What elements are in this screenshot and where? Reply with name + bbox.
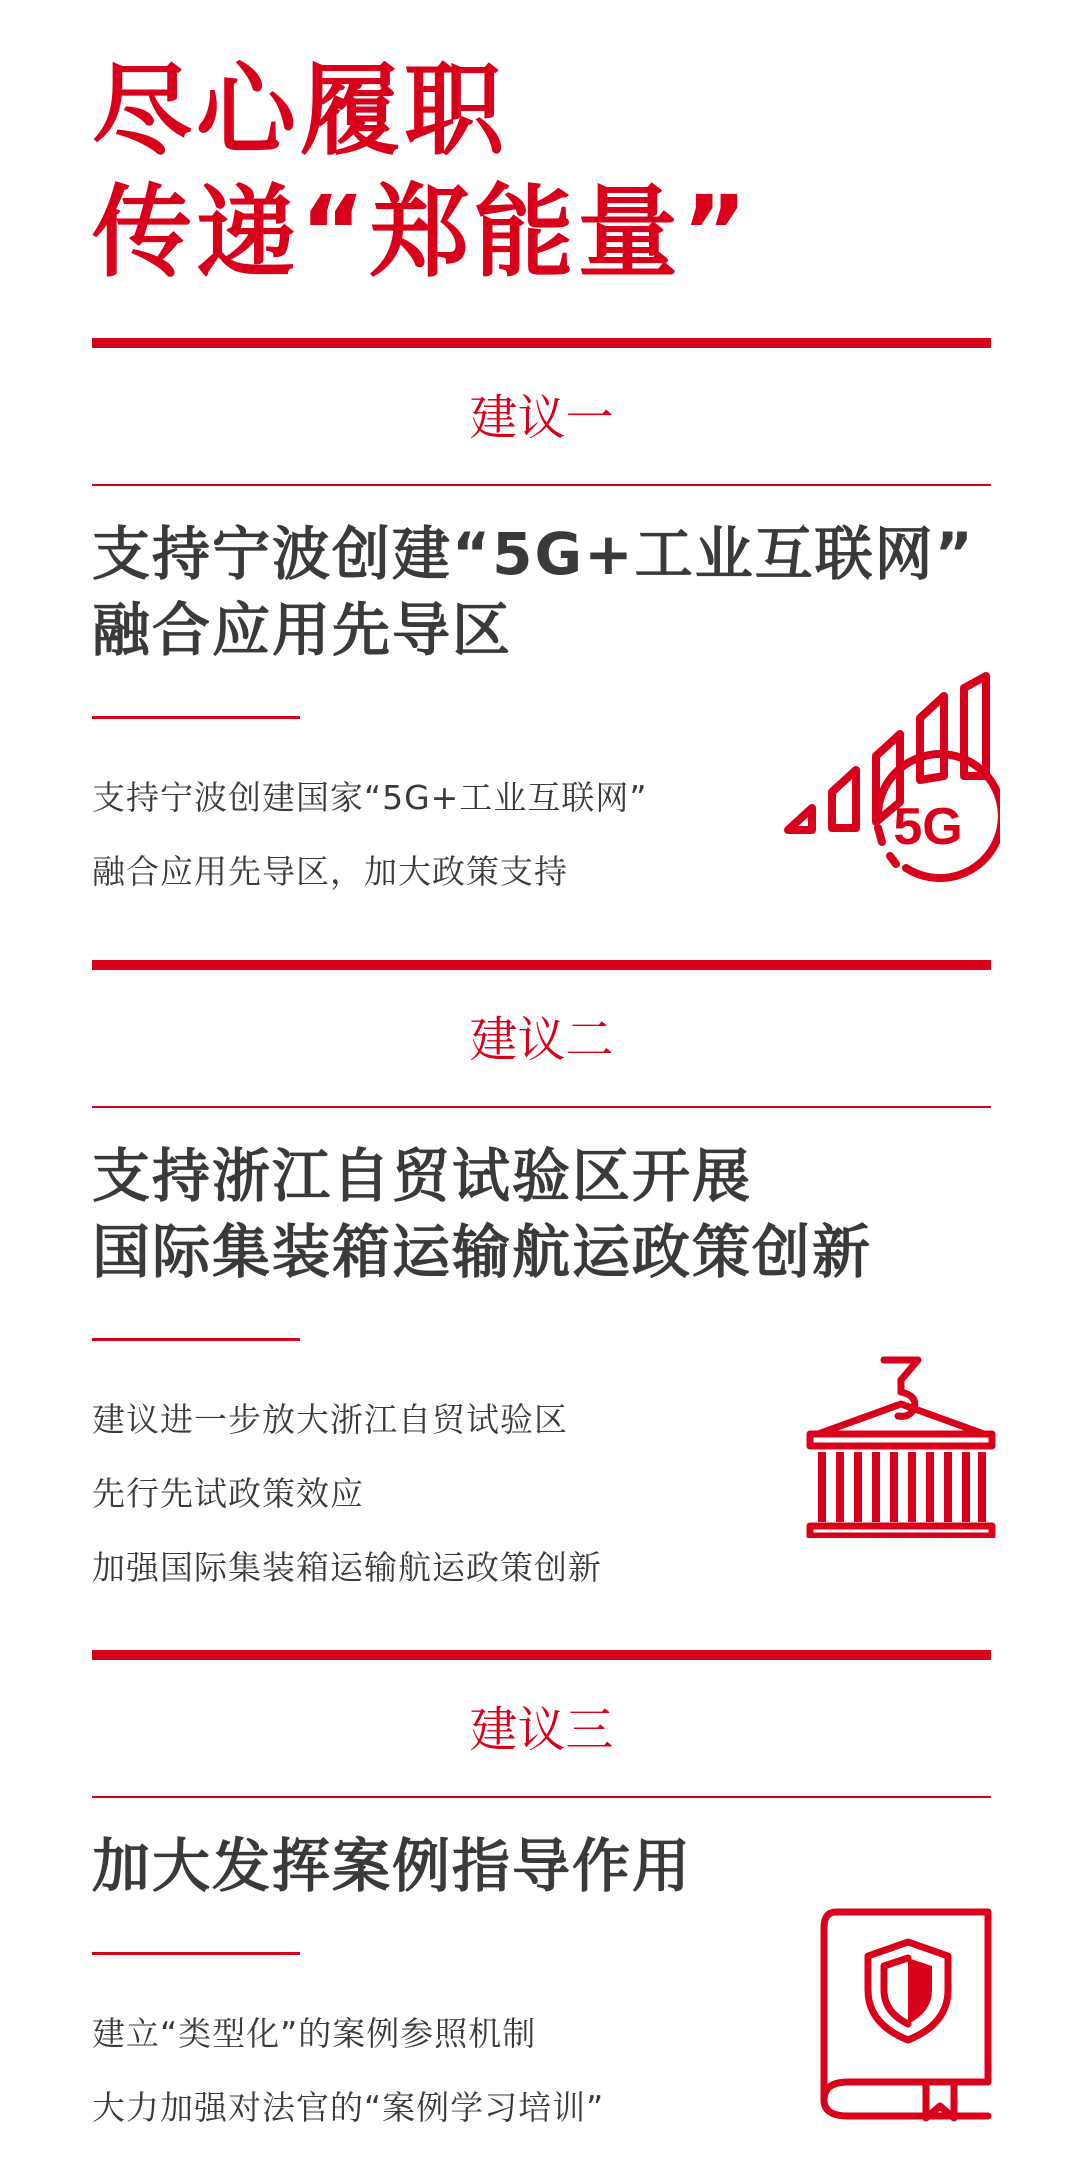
heading-line: 国际集装箱运输航运政策创新 <box>92 1218 873 1286</box>
heading-line: 加大发挥案例指导作用 <box>92 1832 693 1900</box>
shipping-container-icon <box>806 1352 996 1538</box>
body-line: 加强国际集装箱运输航运政策创新 <box>92 1548 602 1587</box>
body-line: 大力加强对法官的“案例学习培训” <box>92 2088 605 2127</box>
5g-label: 5G <box>893 798 963 856</box>
suggestion-label: 建议二 <box>469 1012 614 1068</box>
suggestion-heading <box>92 516 991 668</box>
section-top-rule <box>92 1650 991 1660</box>
section-divider <box>92 1796 991 1798</box>
section-divider <box>92 1106 991 1108</box>
heading-underline <box>92 1952 300 1955</box>
body-line: 融合应用先导区，加大政策支持 <box>92 852 568 891</box>
page-title <box>92 50 751 294</box>
body-line: 先行先试政策效应 <box>92 1474 364 1513</box>
heading-underline <box>92 1338 300 1341</box>
suggestion-label: 建议一 <box>469 390 614 446</box>
heading-line: 支持宁波创建“5G+工业互联网” <box>92 520 975 588</box>
section-top-rule <box>92 960 991 970</box>
5g-signal-icon <box>780 672 1000 894</box>
page-title-line-1: 尽心履职 <box>92 52 508 169</box>
section-divider <box>92 484 991 486</box>
shield-book-icon <box>816 1906 994 2122</box>
page-title-line-2: 传递“郑能量” <box>92 174 752 291</box>
section-top-rule <box>92 338 991 348</box>
suggestion-label: 建议三 <box>469 1702 614 1758</box>
heading-line: 支持浙江自贸试验区开展 <box>92 1142 753 1210</box>
suggestion-heading <box>92 1828 991 1904</box>
heading-underline <box>92 716 300 719</box>
heading-line: 融合应用先导区 <box>92 596 513 664</box>
body-line: 支持宁波创建国家“5G+工业互联网” <box>92 778 648 817</box>
suggestion-heading <box>92 1138 991 1290</box>
body-line: 建议进一步放大浙江自贸试验区 <box>92 1400 568 1439</box>
body-line: 建立“类型化”的案例参照机制 <box>92 2014 537 2053</box>
